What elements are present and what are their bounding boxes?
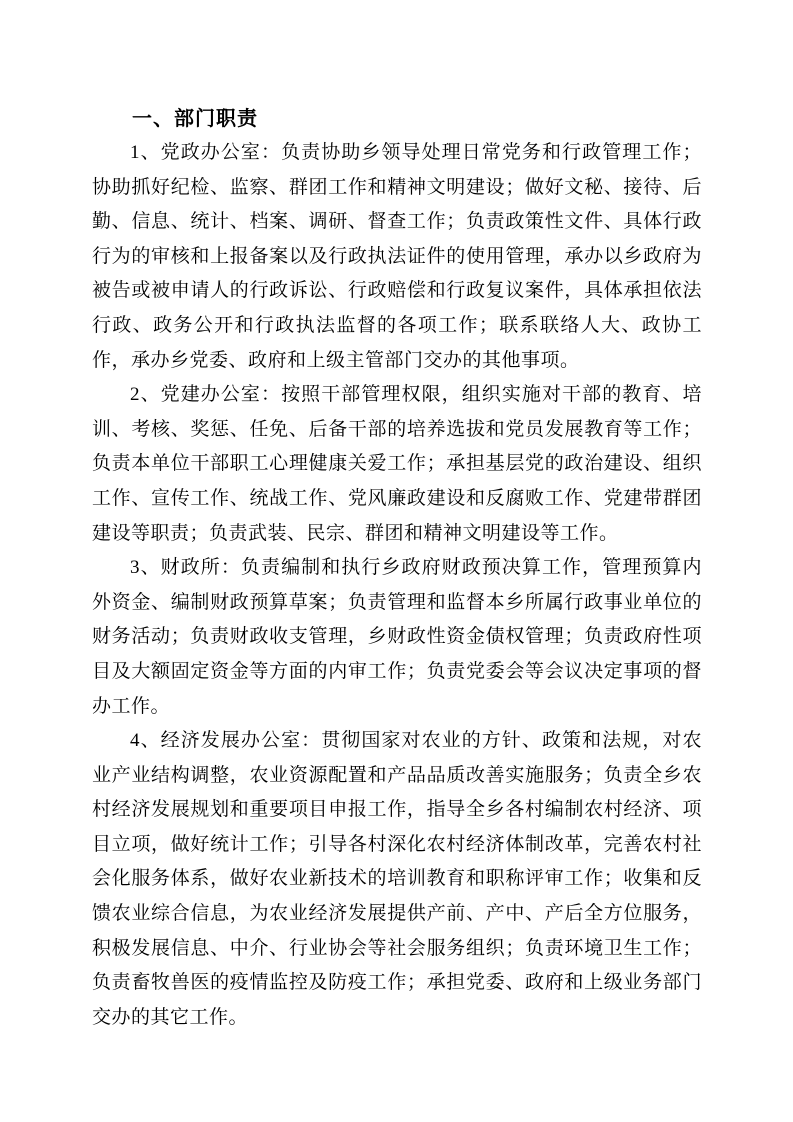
paragraph-party-building-office: 2、党建办公室：按照干部管理权限，组织实施对干部的教育、培训、考核、奖惩、任免、后备干部的培养选拔和党员发展教育等工作；负责本单位干部职工心理健康关爱工作；承担基层党的政治建设、组织工作、宣传工作、统战工作、党风廉政建设和反腐败工作、党建带群团建设等职责；负责武装、民宗、群团和精神文明建设等工作。 <box>92 384 702 544</box>
section-heading: 一、部门职责 <box>132 108 258 130</box>
paragraph-economic-development-office: 4、经济发展办公室：贯彻国家对农业的方针、政策和法规，对农业产业结构调整，农业资源配置和产品品质改善实施服务；负责全乡农村经济发展规划和重要项目申报工作，指导全乡各村编制农村经济、项目立项，做好统计工作；引导各村深化农村经济体制改革，完善农村社会化服务体系，做好农业新技术的培训教育和职称评审工作；收集和反馈农业综合信息，为农业经济发展提供产前、产中、产后全方位服务，积极发展信息、中介、行业协会等社会服务组织；负责环境卫生工作；负责畜牧兽医的疫情监控及防疫工作；承担党委、政府和上级业务部门交办的其它工作。 <box>92 730 702 1028</box>
paragraph-finance-office: 3、财政所：负责编制和执行乡政府财政预决算工作，管理预算内外资金、编制财政预算草案；负责管理和监督本乡所属行政事业单位的财务活动；负责财政收支管理，乡财政性资金债权管理；负责政府性项目及大额固定资金等方面的内审工作；负责党委会等会议决定事项的督办工作。 <box>92 557 702 717</box>
paragraph-party-gov-office: 1、党政办公室：负责协助乡领导处理日常党务和行政管理工作；协助抓好纪检、监察、群团工作和精神文明建设；做好文秘、接待、后勤、信息、统计、档案、调研、督查工作；负责政策性文件、具体行政行为的审核和上报备案以及行政执法证件的使用管理，承办以乡政府为被告或被申请人的行政诉讼、行政赔偿和行政复议案件，具体承担依法行政、政务公开和行政执法监督的各项工作；联系联络人大、政协工作，承办乡党委、政府和上级主管部门交办的其他事项。 <box>92 142 702 371</box>
